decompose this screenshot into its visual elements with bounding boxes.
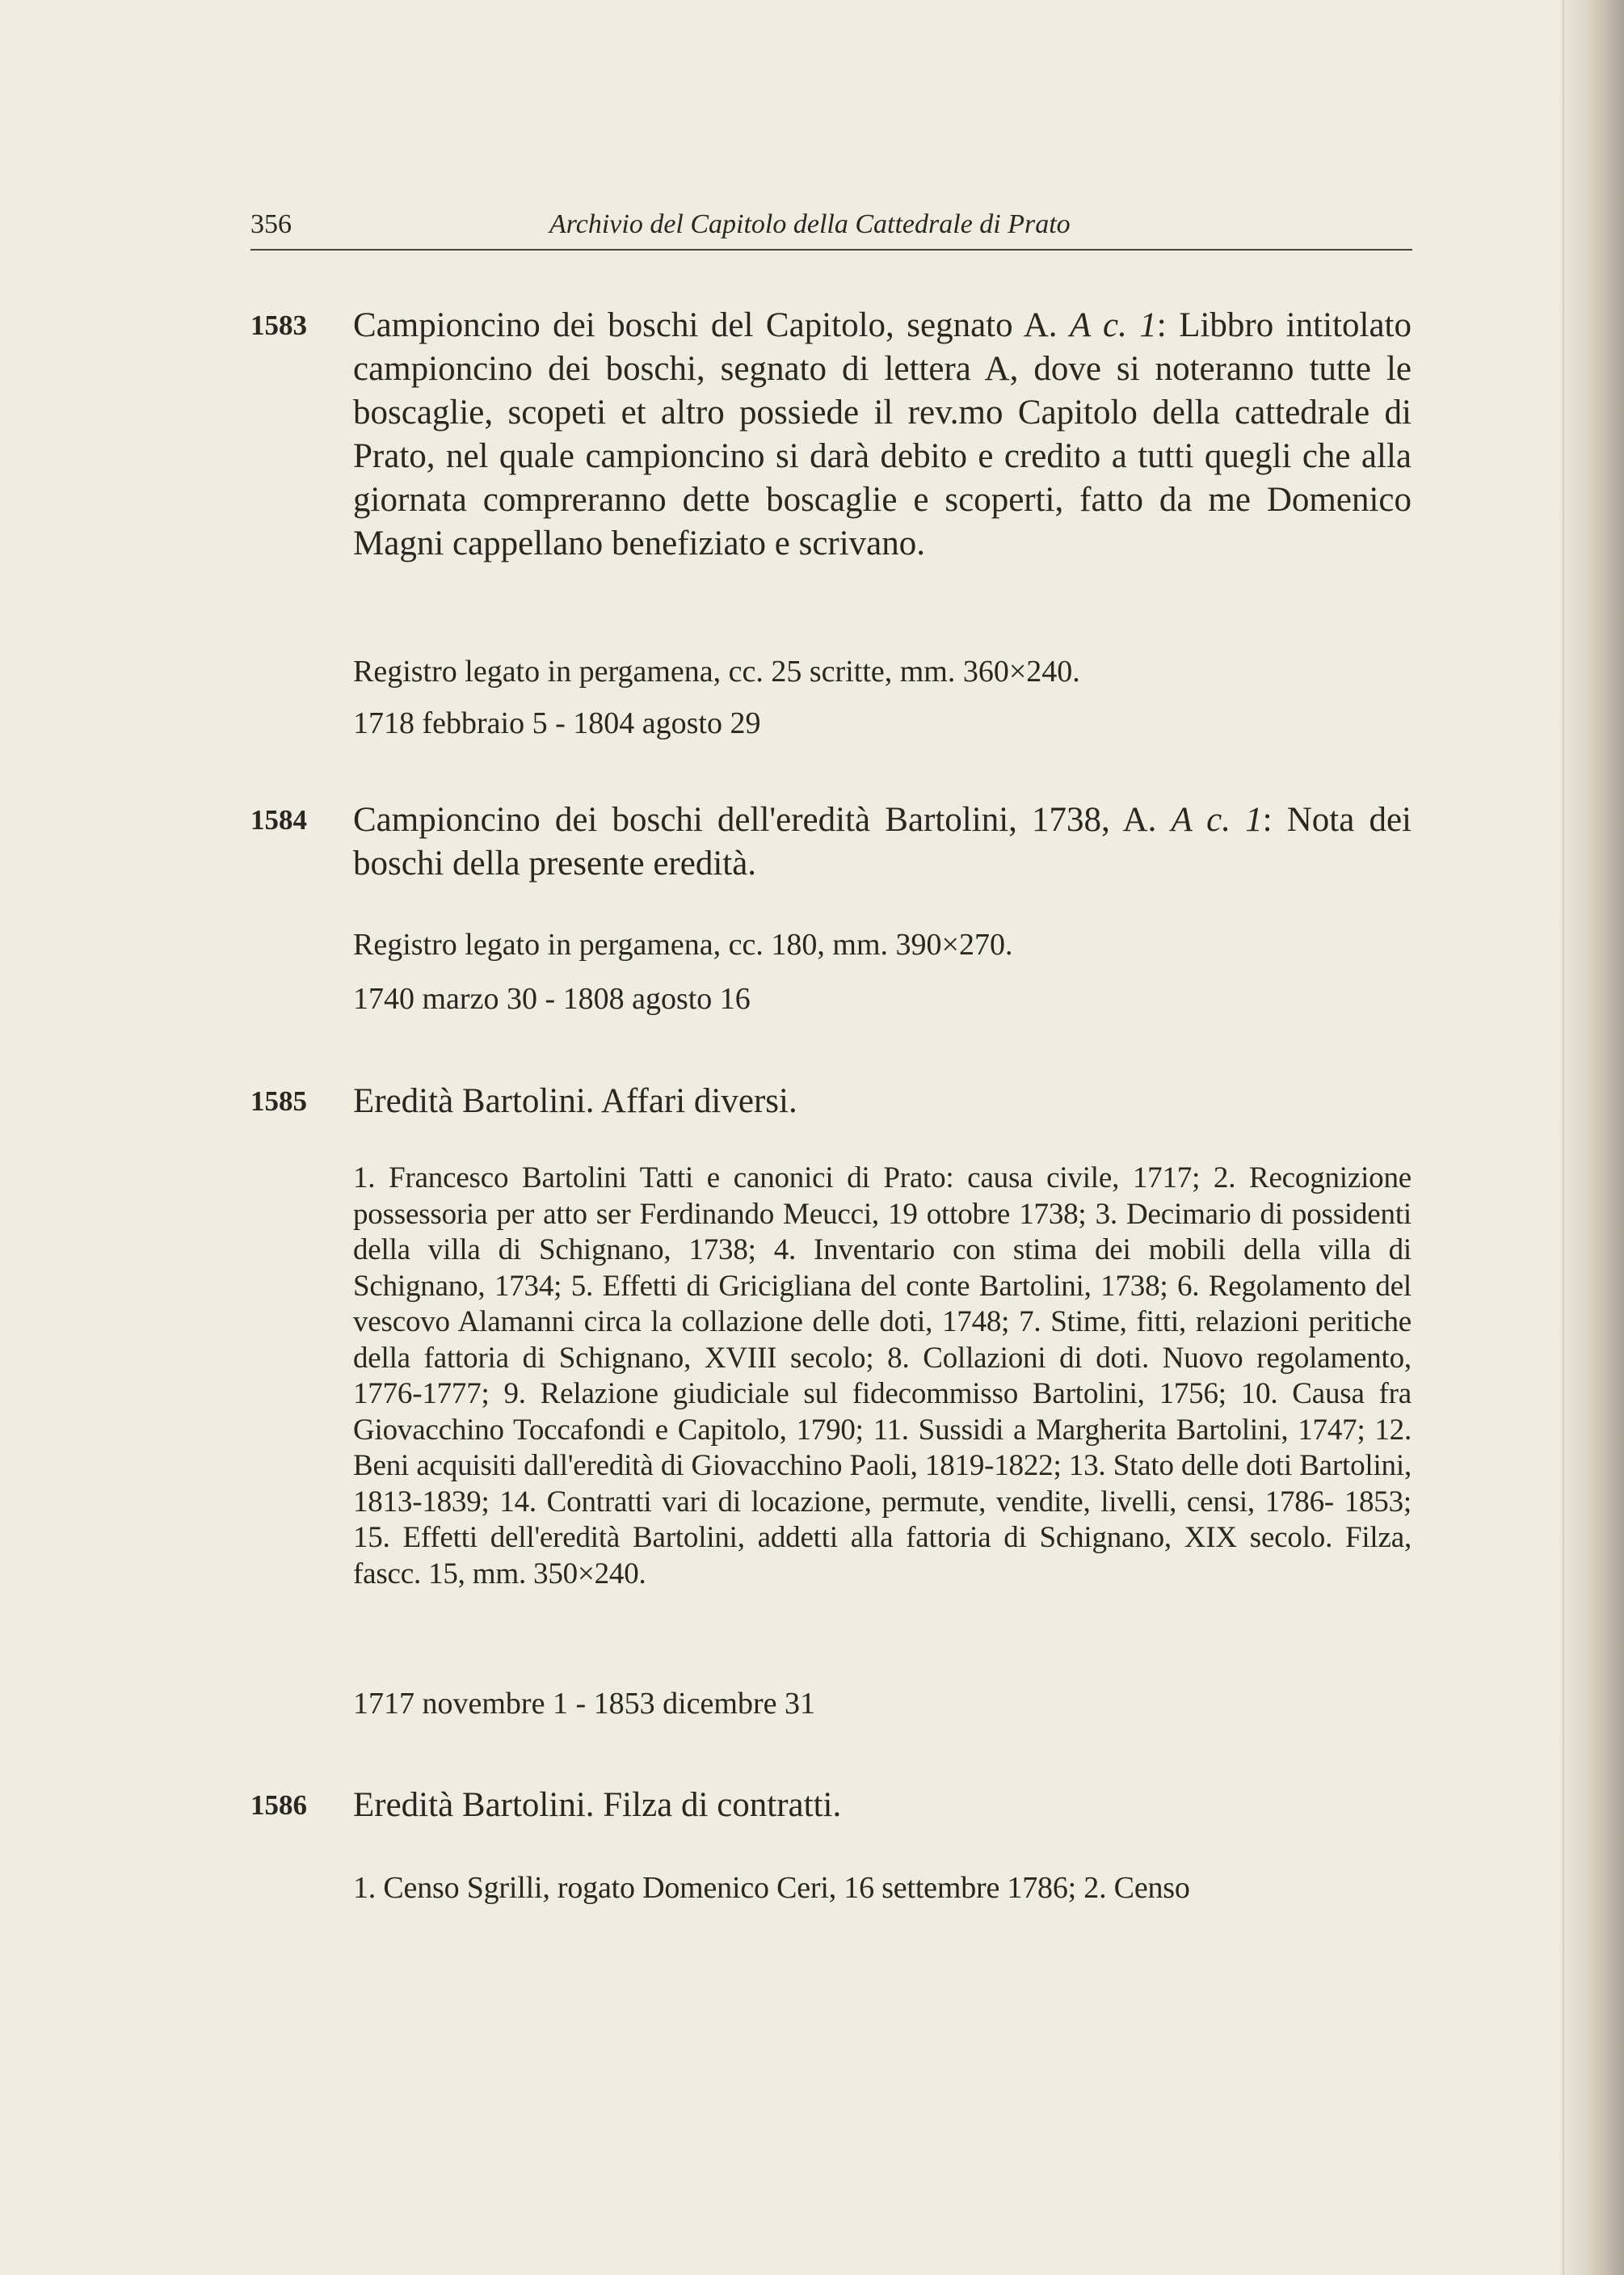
entry-contents-1585: 1. Francesco Bartolini Tatti e canonici di Prato: causa civile, 1717; 2. Recognizione possessoria per atto ser Ferdinando Meucci, 19 ottobre 1738; 3. Decimario di possidenti della villa di Schignano, 1738; 4. Inventario con stima dei mobili della villa di Schignano, 1734; 5. Effetti di Gricigliana del conte Bartolini, 1738; 6. Regolamento del vescovo Alamanni circa la collazione delle doti, 1748; 7. Stime, fitti, relazioni peritiche della fattoria di Schignano, XVIII secolo; 8. Collazioni di doti. Nuovo regolamento, 1776-1777; 9. Relazione giudiciale sul fidecommisso Bartolini, 1756; 10. Causa fra Giovacchino Toccafondi e Capitolo, 1790; 11. Sussidi a Margherita Bartolini, 1747; 12. Beni acquisiti dall'eredità di Giovacchino Paoli, 1819-1822; 13. Stato delle doti Bartolini, 1813-1839; 14. Contratti vari di locazione, permute, vendite, livelli, censi, 1786- 1853; 15. Effetti dell'eredità Bartolini, addetti alla fattoria di Schignano, XIX secolo. Filza, fascc. 15, mm. 350×240. (353, 1161, 1412, 1590)
page-edge-shadow (1559, 0, 1624, 2275)
entry-title-1585: Eredità Bartolini. Affari diversi. (353, 1082, 797, 1120)
entry-title-text: Campioncino dei boschi dell'eredità Bartolini, 1738, A. (353, 801, 1157, 839)
entry-contents-1586: 1. Censo Sgrilli, rogato Domenico Ceri, 16 settembre 1786; 2. Censo (353, 1871, 1190, 1905)
entry-title-1586: Eredità Bartolini. Filza di contratti. (353, 1786, 842, 1824)
entry-title-text: Campioncino dei boschi del Capitolo, segnato A. (353, 306, 1058, 344)
page-number: 356 (250, 209, 292, 239)
entry-title-1584 (353, 798, 1412, 886)
entry-title-italic: A c. 1 (1070, 306, 1157, 344)
entry-title-1583 (353, 304, 1412, 566)
page-fold-line (1563, 0, 1564, 2275)
entry-dates-1583: 1718 febbraio 5 - 1804 agosto 29 (353, 706, 761, 740)
entry-number-1583: 1583 (250, 310, 307, 341)
entry-title-text: : Libbro intitolato campioncino dei boschi, segnato di lettera A, dove si noteranno tutte le boscaglie, scopeti et altro possiede il rev.mo Capitolo della cattedrale di Prato, nel quale campioncino si darà debito e credito a tutti quegli che alla giornata compreranno dette boscaglie e scoperti, fatto da me Domenico Magni cappellano benefiziato e scrivano. (353, 306, 1412, 562)
entry-dates-1585: 1717 novembre 1 - 1853 dicembre 31 (353, 1687, 815, 1721)
entry-number-1584: 1584 (250, 804, 307, 836)
entry-description-1584: Registro legato in pergamena, cc. 180, mm. 390×270. (353, 928, 1013, 962)
entry-title-text: : Nota dei boschi della presente eredità. (353, 801, 1412, 883)
entry-number-1585: 1585 (250, 1085, 307, 1117)
running-title: Archivio del Capitolo della Cattedrale di Prato (549, 209, 1071, 239)
entry-dates-1584: 1740 marzo 30 - 1808 agosto 16 (353, 982, 751, 1016)
entry-title-italic: A c. 1 (1171, 801, 1263, 839)
entry-description-1583: Registro legato in pergamena, cc. 25 scritte, mm. 360×240. (353, 655, 1080, 689)
entry-number-1586: 1586 (250, 1789, 307, 1821)
running-header (250, 207, 1412, 251)
